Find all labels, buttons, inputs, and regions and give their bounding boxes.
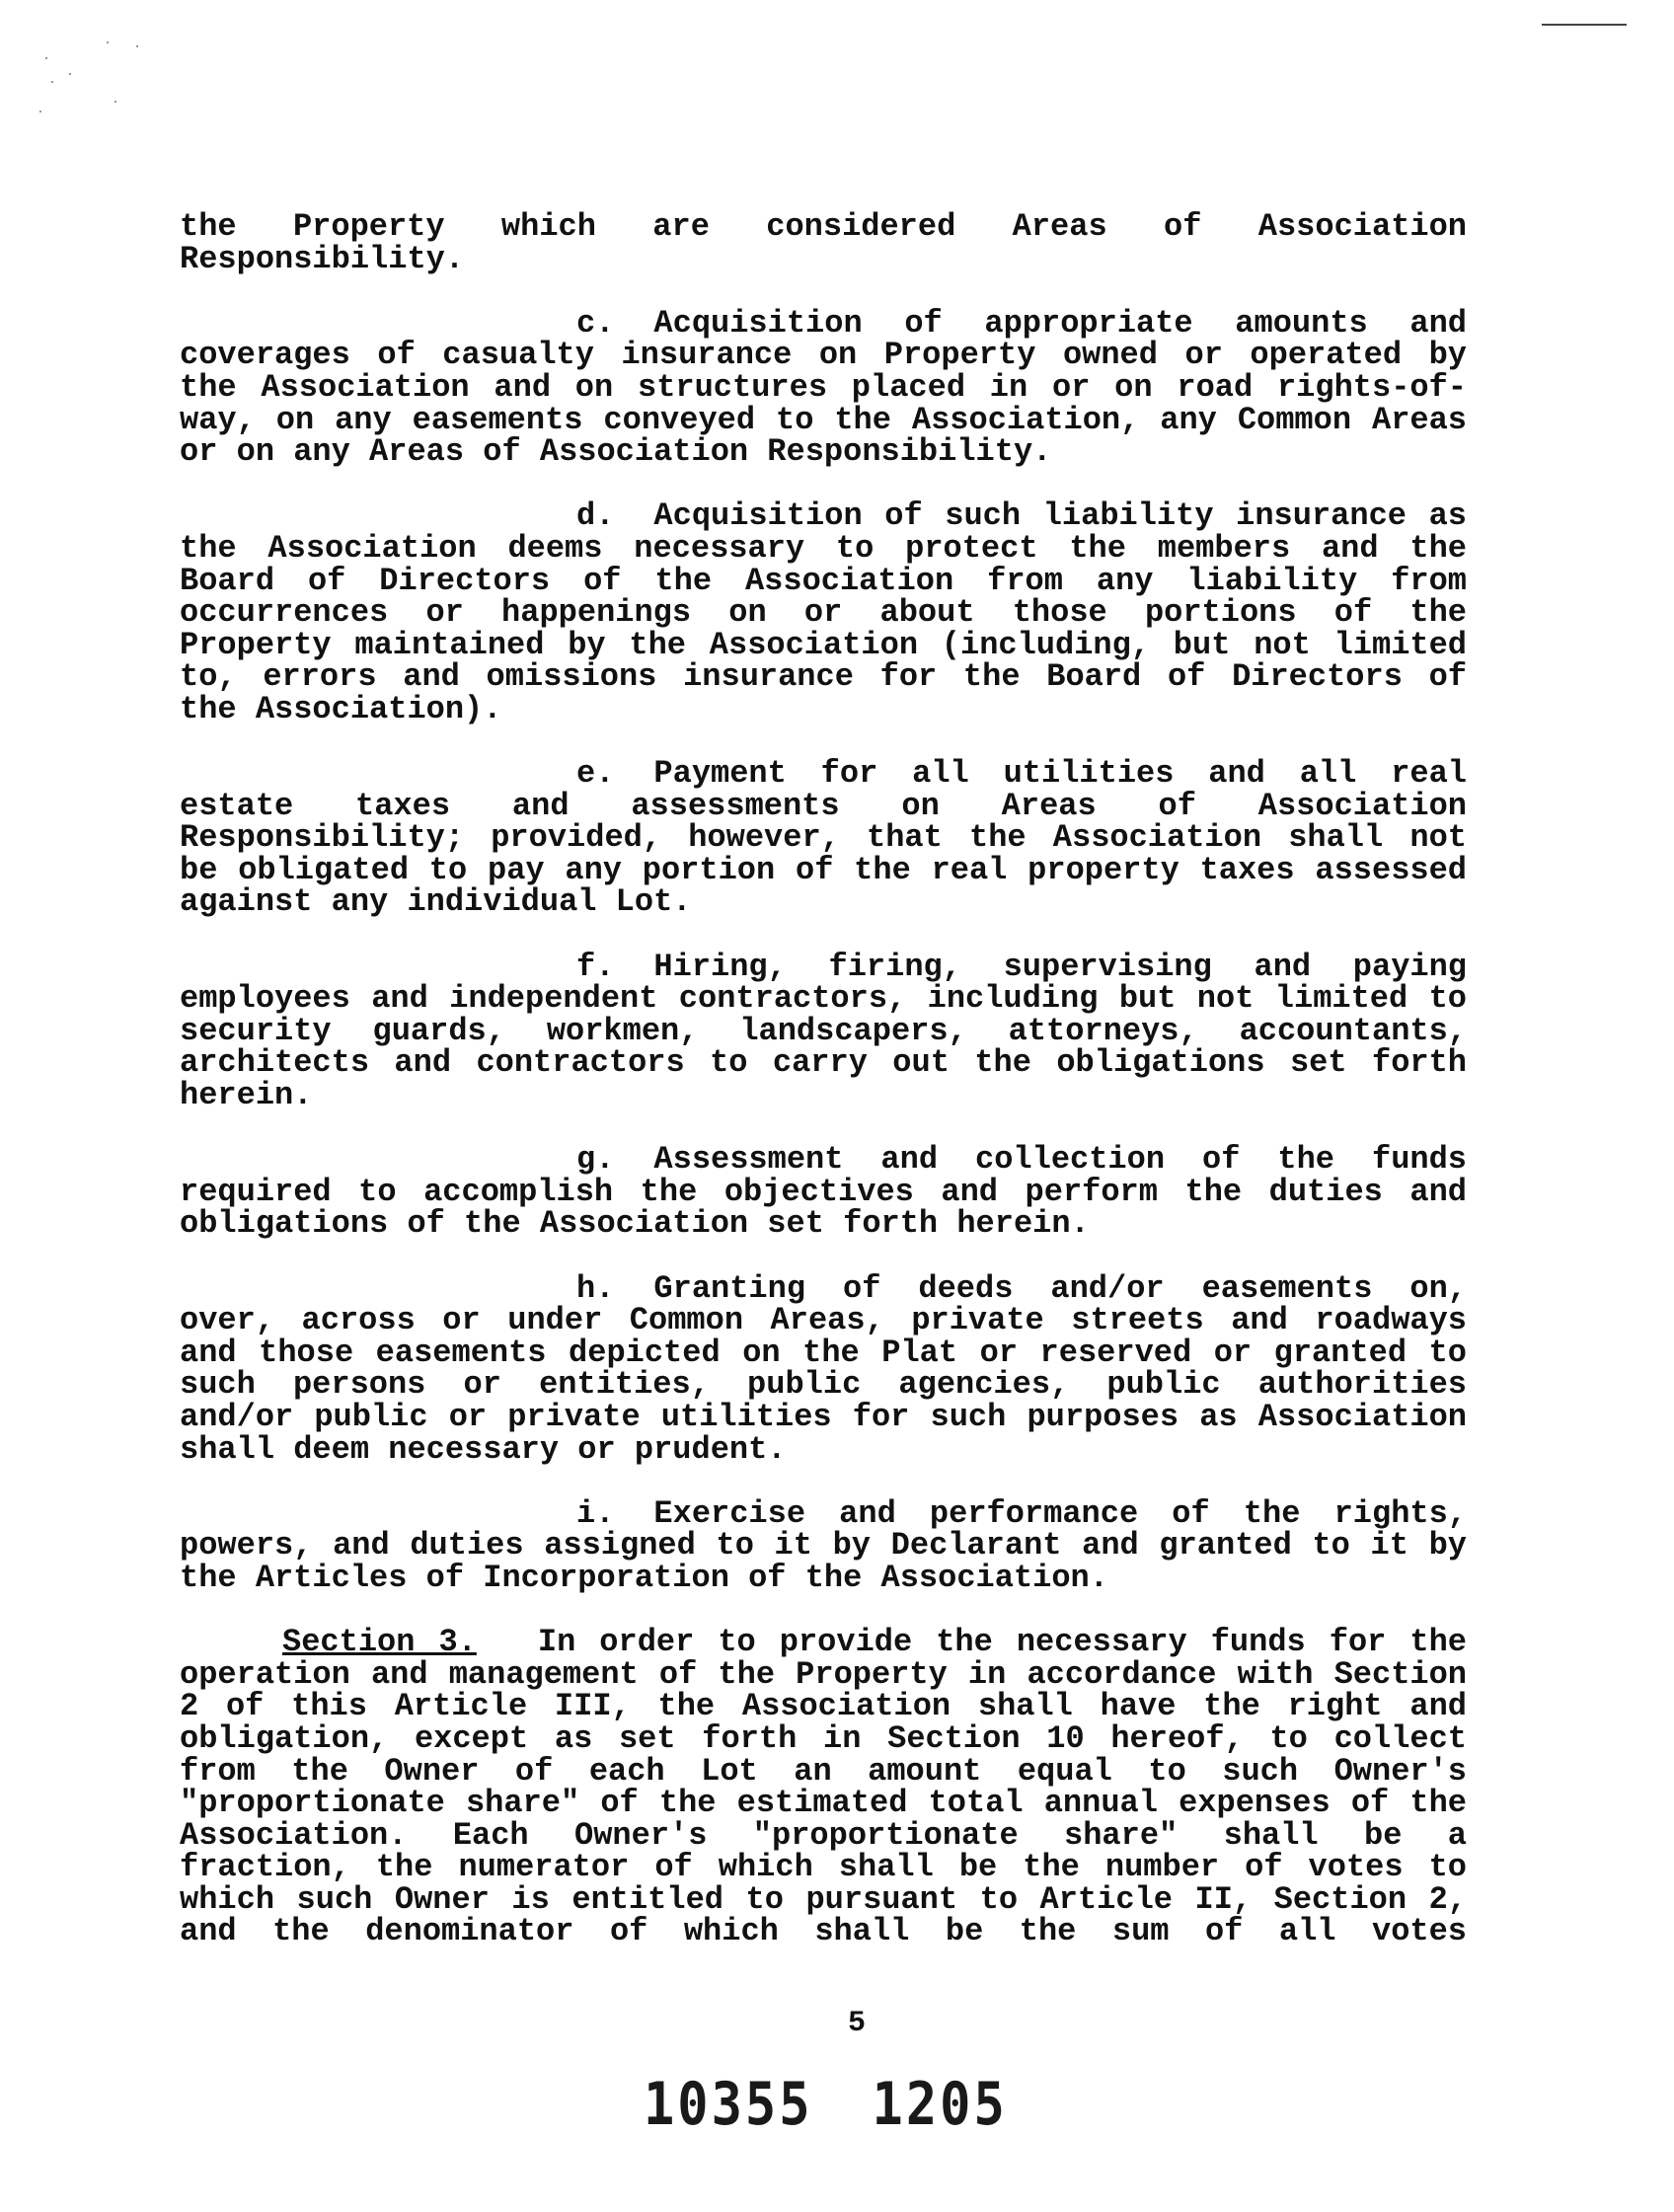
item-label: c.: [576, 304, 615, 342]
item-label: g.: [576, 1141, 615, 1179]
section-3-paragraph: [180, 1624, 1468, 1950]
item-label: d.: [576, 497, 615, 535]
list-item-f: [180, 948, 1467, 1114]
scan-specks: [39, 39, 217, 148]
speck: [107, 41, 109, 43]
section-heading: Section 3.: [282, 1624, 477, 1661]
speck: [39, 111, 41, 113]
list-item-g: [180, 1141, 1467, 1243]
list-item-e: [180, 755, 1467, 921]
speck: [51, 81, 53, 83]
item-text: Granting of deeds and/or easements on, over, across or under Common Areas, private streets and roadways and those easements depicted on the Plat or reserved or granted to such persons or entities, public agencies, public authorities and/or public or private utilities for such purposes as Association shall deem necessary or prudent.: [180, 1269, 1467, 1468]
item-label: e.: [576, 755, 615, 793]
item-text: Acquisition of such liability insurance as the Association deems necessary to protect the members and the Board of Directors of the Association from any liability from occurrences or happenings on or about those portions of the Property maintained by the Association (including, but not limited to, errors and omissions insurance for the Board of Directors of the Association).: [180, 497, 1467, 727]
speck: [136, 45, 138, 47]
item-text: Acquisition of appropriate amounts and coverages of casualty insurance on Property owned or operated by the Association and on structures placed in or on road rights-of-way, on any easements conveyed to the Association, any Common Areas or on any Areas of Association Responsibility.: [180, 304, 1467, 471]
list-item-i: [180, 1494, 1467, 1596]
stamp-book-number: 10355: [644, 2071, 813, 2139]
item-text: Hiring, firing, supervising and paying employees and independent contractors, including but not limited to security guards, workmen, landscapers, attorneys, accountants, architects and contractors to carry out the obligations set forth herein.: [180, 948, 1467, 1114]
item-text: Assessment and collection of the funds required to accomplish the objectives and perform the duties and obligations of the Association set forth herein.: [180, 1141, 1467, 1243]
list-item-c: [180, 304, 1467, 471]
scan-edge-mark: [1542, 24, 1627, 26]
recording-stamp: [644, 2071, 1008, 2139]
page-number: 5: [847, 2007, 866, 2040]
item-text: Exercise and performance of the rights, powers, and duties assigned to it by Declarant and granted to it by the Articles of Incorporation of the Association.: [180, 1494, 1467, 1596]
section-text: In order to provide the necessary funds for the operation and management of the Property in accordance with Section 2 of this Article III, the Association shall have the right and obligation, except as set forth in Section 10 hereof, to collect from the Owner of each Lot an amount equal to such Owner's "proportionate share" of the estimated total annual expenses of the Association. Each Owner's "proportionate share" shall be a fraction, the numerator of which shall be the number of votes to which such Owner is entitled to pursuant to Article II, Section 2, and the denominator of which shall be the sum of all votes: [180, 1624, 1468, 1950]
item-label: i.: [576, 1494, 615, 1532]
speck: [45, 57, 47, 59]
speck: [69, 73, 71, 75]
stamp-page-number: 1205: [872, 2071, 1008, 2139]
list-item-h: [180, 1269, 1467, 1468]
item-label: f.: [576, 948, 615, 985]
item-text: Payment for all utilities and all real estate taxes and assessments on Areas of Association Responsibility; provided, however, that the Association shall not be obligated to pay any portion of the real property taxes assessed against any individual Lot.: [180, 755, 1467, 921]
document-body: [180, 208, 1468, 1950]
list-item-d: [180, 497, 1467, 727]
continuation-paragraph: the Property which are considered Areas of Association Responsibility.: [180, 208, 1467, 277]
item-label: h.: [576, 1269, 615, 1307]
speck: [114, 101, 116, 103]
